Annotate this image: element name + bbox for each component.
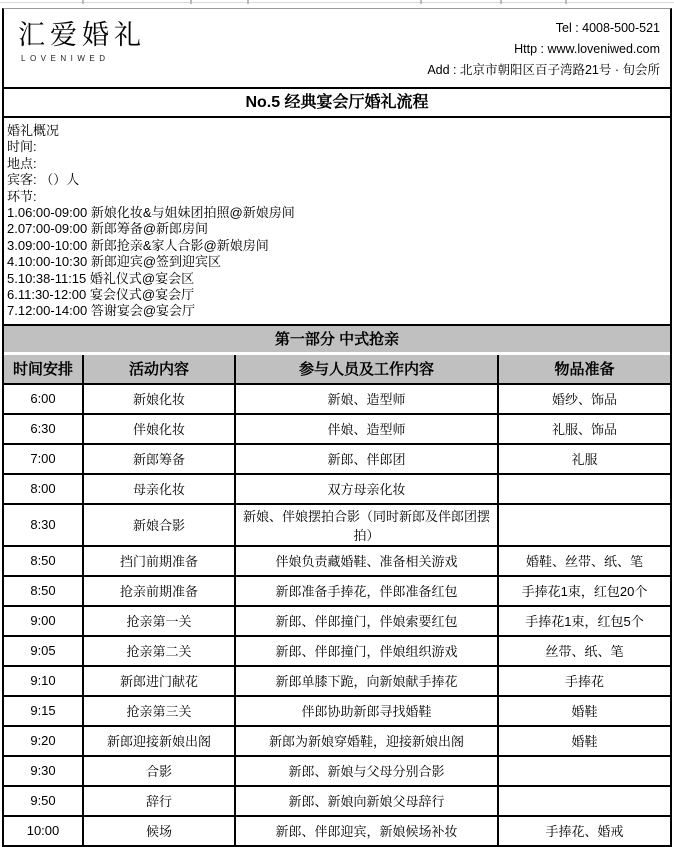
table-row bbox=[4, 786, 670, 816]
contact-website: Http : www.loveniwed.com bbox=[514, 42, 660, 56]
items-cell: 礼服 bbox=[498, 444, 670, 474]
overview-line: 4.10:00-10:30 新郎迎宾@签到迎宾区 bbox=[7, 254, 222, 270]
schedule-table-body bbox=[4, 326, 670, 845]
overview-line: 时间: bbox=[7, 139, 37, 155]
column-header-row bbox=[4, 353, 670, 384]
overview-line: 1.06:00-09:00 新娘化妆&与姐妹团拍照@新娘房间 bbox=[7, 205, 295, 221]
time-cell: 8:30 bbox=[4, 504, 83, 546]
activity-cell: 新郎进门献花 bbox=[83, 666, 235, 696]
schedule-table bbox=[4, 326, 670, 845]
overview-line: 婚礼概况 bbox=[7, 123, 60, 138]
participants-cell: 新郎准备手捧花，伴郎准备红包 bbox=[235, 576, 498, 606]
wedding-overview bbox=[4, 118, 670, 326]
table-row bbox=[4, 414, 670, 444]
overview-line: 2.07:00-09:00 新郎筹备@新郎房间 bbox=[7, 221, 209, 237]
items-cell: 手捧花1束，红包20个 bbox=[498, 576, 670, 606]
page-edge-artifact bbox=[82, 0, 84, 4]
activity-cell: 挡门前期准备 bbox=[83, 546, 235, 576]
time-cell: 9:05 bbox=[4, 636, 83, 666]
participants-cell: 伴娘负责藏婚鞋、准备相关游戏 bbox=[235, 546, 498, 576]
participants-cell: 新郎为新娘穿婚鞋，迎接新娘出阁 bbox=[235, 726, 498, 756]
document-frame bbox=[2, 8, 672, 847]
column-header: 时间安排 bbox=[4, 353, 83, 384]
items-cell: 手捧花1束，红包5个 bbox=[498, 606, 670, 636]
overview-line: 6.11:30-12:00 宴会仪式@宴会厅 bbox=[7, 287, 195, 303]
participants-cell: 新郎单膝下跪，向新娘献手捧花 bbox=[235, 666, 498, 696]
activity-cell: 伴娘化妆 bbox=[83, 414, 235, 444]
column-header: 活动内容 bbox=[83, 353, 235, 384]
participants-cell: 新郎、伴郎迎宾，新娘候场补妆 bbox=[235, 816, 498, 845]
participants-cell: 新郎、伴郎团 bbox=[235, 444, 498, 474]
overview-line: 宾客: （）人 bbox=[7, 172, 80, 188]
items-cell: 婚鞋 bbox=[498, 696, 670, 726]
table-row bbox=[4, 726, 670, 756]
table-row bbox=[4, 636, 670, 666]
activity-cell: 新娘化妆 bbox=[83, 384, 235, 414]
participants-cell: 伴郎协助新郎寻找婚鞋 bbox=[235, 696, 498, 726]
activity-cell: 合影 bbox=[83, 756, 235, 786]
activity-cell: 新娘合影 bbox=[83, 504, 235, 546]
document-title: No.5 经典宴会厅婚礼流程 bbox=[4, 89, 670, 118]
items-cell: 手捧花、婚戒 bbox=[498, 816, 670, 845]
activity-cell: 母亲化妆 bbox=[83, 474, 235, 504]
participants-cell: 新郎、新娘与父母分别合影 bbox=[235, 756, 498, 786]
overview-line: 地点: bbox=[7, 155, 37, 171]
page-edge-artifact bbox=[500, 0, 502, 4]
logo-chinese-name: 汇爱婚礼 bbox=[18, 20, 146, 51]
items-cell bbox=[498, 786, 670, 816]
activity-cell: 抢亲第二关 bbox=[83, 636, 235, 666]
page-edge-artifact bbox=[190, 0, 192, 4]
participants-cell: 双方母亲化妆 bbox=[235, 474, 498, 504]
table-row bbox=[4, 444, 670, 474]
column-header: 参与人员及工作内容 bbox=[235, 353, 498, 384]
page-edge-artifact bbox=[247, 0, 249, 4]
participants-cell: 新郎、新娘向新娘父母辞行 bbox=[235, 786, 498, 816]
page-edge-artifact bbox=[0, 2, 674, 3]
time-cell: 8:50 bbox=[4, 546, 83, 576]
contact-address: Add : 北京市朝阳区百子湾路21号 · 旬会所 bbox=[427, 63, 660, 77]
table-row bbox=[4, 504, 670, 546]
table-row bbox=[4, 546, 670, 576]
overview-line: 环节: bbox=[7, 188, 37, 204]
company-logo bbox=[18, 21, 146, 63]
items-cell bbox=[498, 756, 670, 786]
participants-cell: 新郎、伴郎撞门，伴娘索要红包 bbox=[235, 606, 498, 636]
time-cell: 9:50 bbox=[4, 786, 83, 816]
activity-cell: 抢亲第三关 bbox=[83, 696, 235, 726]
table-row bbox=[4, 666, 670, 696]
contact-info bbox=[427, 18, 660, 81]
table-row bbox=[4, 474, 670, 504]
contact-tel: Tel : 4008-500-521 bbox=[555, 21, 660, 35]
activity-cell: 新郎筹备 bbox=[83, 444, 235, 474]
time-cell: 8:00 bbox=[4, 474, 83, 504]
items-cell bbox=[498, 504, 670, 546]
table-row bbox=[4, 816, 670, 845]
table-row bbox=[4, 606, 670, 636]
items-cell: 婚鞋 bbox=[498, 726, 670, 756]
page-edge-artifact bbox=[420, 0, 422, 4]
items-cell: 手捧花 bbox=[498, 666, 670, 696]
activity-cell: 抢亲前期准备 bbox=[83, 576, 235, 606]
time-cell: 6:00 bbox=[4, 384, 83, 414]
time-cell: 10:00 bbox=[4, 816, 83, 845]
table-row bbox=[4, 696, 670, 726]
participants-cell: 新娘、伴娘摆拍合影（同时新郎及伴郎团摆拍） bbox=[235, 504, 498, 546]
time-cell: 8:50 bbox=[4, 576, 83, 606]
items-cell: 婚纱、饰品 bbox=[498, 384, 670, 414]
table-row bbox=[4, 576, 670, 606]
column-header: 物品准备 bbox=[498, 353, 670, 384]
activity-cell: 新郎迎接新娘出阁 bbox=[83, 726, 235, 756]
table-row bbox=[4, 384, 670, 414]
page-edge-artifact bbox=[565, 0, 567, 4]
overview-line: 7.12:00-14:00 答谢宴会@宴会厅 bbox=[7, 303, 196, 319]
time-cell: 9:15 bbox=[4, 696, 83, 726]
participants-cell: 新娘、造型师 bbox=[235, 384, 498, 414]
time-cell: 6:30 bbox=[4, 414, 83, 444]
overview-line: 3.09:00-10:00 新郎抢亲&家人合影@新娘房间 bbox=[7, 237, 269, 253]
items-cell: 婚鞋、丝带、纸、笔 bbox=[498, 546, 670, 576]
letterhead bbox=[4, 9, 670, 89]
table-row bbox=[4, 756, 670, 786]
time-cell: 9:20 bbox=[4, 726, 83, 756]
section-title: 第一部分 中式抢亲 bbox=[4, 326, 670, 354]
time-cell: 9:30 bbox=[4, 756, 83, 786]
items-cell: 礼服、饰品 bbox=[498, 414, 670, 444]
participants-cell: 伴娘、造型师 bbox=[235, 414, 498, 444]
items-cell: 丝带、纸、笔 bbox=[498, 636, 670, 666]
activity-cell: 辞行 bbox=[83, 786, 235, 816]
items-cell bbox=[498, 474, 670, 504]
overview-line: 5.10:38-11:15 婚礼仪式@宴会区 bbox=[7, 270, 195, 286]
time-cell: 9:00 bbox=[4, 606, 83, 636]
participants-cell: 新郎、伴郎撞门，伴娘组织游戏 bbox=[235, 636, 498, 666]
activity-cell: 抢亲第一关 bbox=[83, 606, 235, 636]
time-cell: 7:00 bbox=[4, 444, 83, 474]
activity-cell: 候场 bbox=[83, 816, 235, 845]
section-header-row bbox=[4, 326, 670, 354]
logo-english-name: LOVENIWED bbox=[21, 54, 110, 63]
time-cell: 9:10 bbox=[4, 666, 83, 696]
